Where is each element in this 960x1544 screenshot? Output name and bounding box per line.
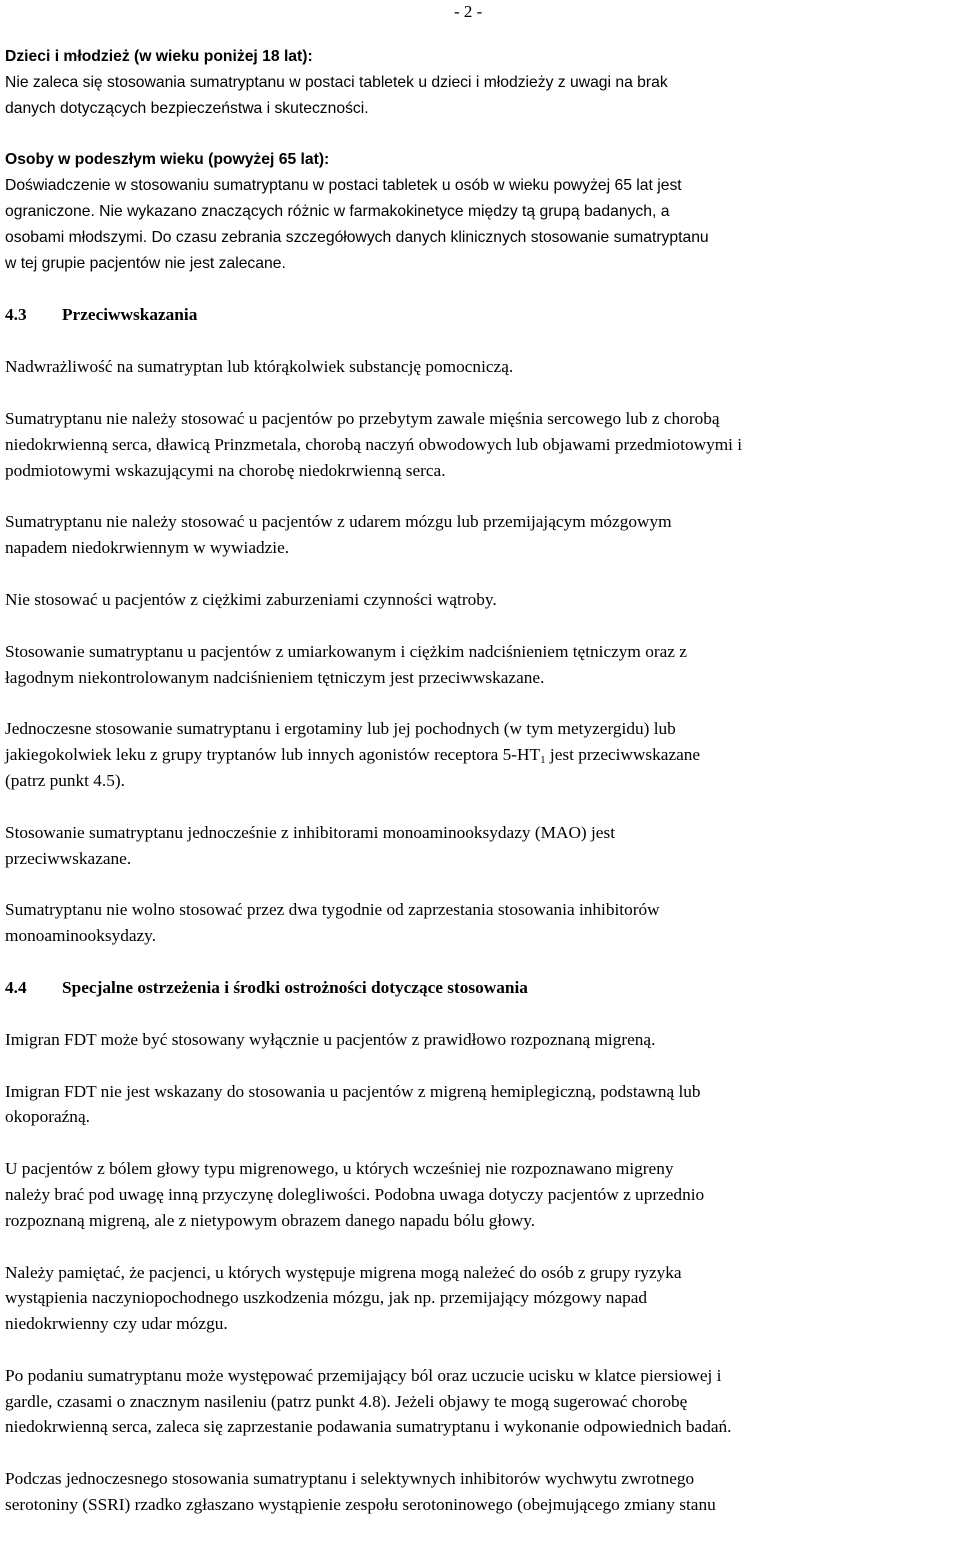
text-line: gardle, czasami o znacznym nasileniu (patrz punkt 4.8). Jeżeli objawy te mogą sugerować chorobę: [5, 1391, 688, 1411]
section-number: 4.3: [5, 305, 27, 325]
text-line: Stosowanie sumatryptanu jednocześnie z inhibitorami monoaminooksydazy (MAO) jest: [5, 822, 615, 842]
text-line: Imigran FDT nie jest wskazany do stosowania u pacjentów z migreną hemiplegiczną, podstawną lub: [5, 1081, 701, 1101]
text-line: Po podaniu sumatryptanu może występować przemijający ból oraz uczucie ucisku w klatce piersiowej i: [5, 1365, 722, 1385]
paragraph-ergot: [5, 716, 957, 793]
text-line: (patrz punkt 4.5).: [5, 770, 125, 790]
text-line: napadem niedokrwiennym w wywiadzie.: [5, 538, 290, 558]
paragraph: [5, 406, 957, 483]
text-line: rozpoznaną migreną, ale z nietypowym obrazem danego napadu bólu głowy.: [5, 1210, 536, 1230]
document-content: [5, 44, 957, 1544]
page-number: - 2 -: [454, 2, 483, 21]
text-line: łagodnym niekontrolowanym nadciśnieniem tętniczym jest przeciwwskazane.: [5, 667, 545, 687]
text-line: niedokrwienną serca, zaleca się zaprzestanie podawania sumatryptanu i wykonanie odpowiednich badań.: [5, 1417, 732, 1437]
text-line: Sumatryptanu nie wolno stosować przez dwa tygodnie od zaprzestania stosowania inhibitorów: [5, 900, 660, 920]
subsection-title: Dzieci i młodzież (w wieku poniżej 18 lat):: [5, 48, 313, 65]
text-line: niedokrwienną serca, dławicą Prinzmetala, chorobą naczyń obwodowych lub objawami przedmiotowymi i: [5, 434, 743, 454]
text-fragment: jakiegokolwiek leku z grupy tryptanów lub innych agonistów receptora 5-HT: [5, 745, 541, 765]
subsection-title: Osoby w podeszłym wieku (powyżej 65 lat):: [5, 151, 330, 169]
text-fragment: jest przeciwwskazane: [545, 745, 701, 765]
paragraph: [5, 820, 957, 872]
text-line: Stosowanie sumatryptanu u pacjentów z umiarkowanym i ciężkim nadciśnieniem tętniczym oraz z: [5, 641, 687, 661]
paragraph: [5, 897, 957, 949]
paragraph: [5, 1027, 957, 1053]
paragraph: [5, 639, 957, 691]
paragraph: [5, 1156, 957, 1233]
text-line: Sumatryptanu nie należy stosować u pacjentów z udarem mózgu lub przemijającym mózgowym: [5, 512, 672, 532]
paragraph: [5, 587, 957, 613]
text-line: monoaminooksydazy.: [5, 926, 157, 946]
paragraph: [5, 509, 957, 561]
text-line: Należy pamiętać, że pacjenci, u których występuje migrena mogą należeć do osób z grupy ryzyka: [5, 1262, 682, 1282]
text-line: [5, 742, 957, 768]
paragraph: [5, 1079, 957, 1131]
text-line: przeciwwskazane.: [5, 848, 132, 868]
paragraph: [5, 1260, 957, 1337]
subscript: 1: [540, 754, 546, 767]
text-line: wystąpienia naczyniopochodnego uszkodzenia mózgu, jak np. przemijający mózgowy napad: [5, 1288, 648, 1308]
text-line: Jednoczesne stosowanie sumatryptanu i ergotaminy lub jej pochodnych (w tym metyzergidu) lub: [5, 719, 676, 739]
text-line: Nadwrażliwość na sumatryptan lub którąkolwiek substancję pomocniczą.: [5, 357, 514, 377]
paragraph: [5, 1363, 957, 1440]
text-line: w tej grupie pacjentów nie jest zalecane.: [5, 254, 286, 272]
section-title: Specjalne ostrzeżenia i środki ostrożności dotyczące stosowania: [62, 977, 528, 997]
text-line: U pacjentów z bólem głowy typu migrenowego, u których wcześniej nie rozpoznawano migreny: [5, 1159, 674, 1179]
text-line: danych dotyczących bezpieczeństwa i skuteczności.: [5, 99, 369, 117]
paragraph: [5, 1466, 957, 1518]
section-title: Przeciwwskazania: [62, 305, 198, 325]
text-line: okoporaźną.: [5, 1107, 90, 1127]
text-line: serotoniny (SSRI) rzadko zgłaszano wystąpienie zespołu serotoninowego (obejmującego zmiany stanu: [5, 1495, 716, 1515]
text-line: Sumatryptanu nie należy stosować u pacjentów po przebytym zawale mięśnia sercowego lub z chorobą: [5, 408, 720, 428]
text-line: Nie zaleca się stosowania sumatryptanu w postaci tabletek u dzieci i młodzieży z uwagi na brak: [5, 73, 668, 91]
text-line: Podczas jednoczesnego stosowania sumatryptanu i selektywnych inhibitorów wychwytu zwrotnego: [5, 1469, 695, 1489]
text-line: Nie stosować u pacjentów z ciężkimi zaburzeniami czynności wątroby.: [5, 589, 497, 609]
section-heading-contraindications: [5, 302, 957, 328]
section-heading-warnings: [5, 975, 957, 1001]
section-number: 4.4: [5, 977, 27, 997]
text-line: niedokrwienny czy udar mózgu.: [5, 1314, 228, 1334]
text-line: Imigran FDT może być stosowany wyłącznie u pacjentów z prawidłowo rozpoznaną migreną.: [5, 1029, 656, 1049]
section-children: [5, 44, 957, 121]
section-elderly: [5, 147, 957, 276]
text-line: należy brać pod uwagę inną przyczynę dolegliwości. Podobna uwaga dotyczy pacjentów z uprzednio: [5, 1184, 705, 1204]
text-line: Doświadczenie w stosowaniu sumatryptanu w postaci tabletek u osób w wieku powyżej 65 lat jest: [5, 177, 682, 195]
paragraph: [5, 354, 957, 380]
text-line: ograniczone. Nie wykazano znaczących różnic w farmakokinetyce między tą grupą badanych, a: [5, 202, 670, 220]
text-line: osobami młodszymi. Do czasu zebrania szczegółowych danych klinicznych stosowanie sumatryptanu: [5, 228, 709, 246]
text-line: podmiotowymi wskazującymi na chorobę niedokrwienną serca.: [5, 460, 446, 480]
